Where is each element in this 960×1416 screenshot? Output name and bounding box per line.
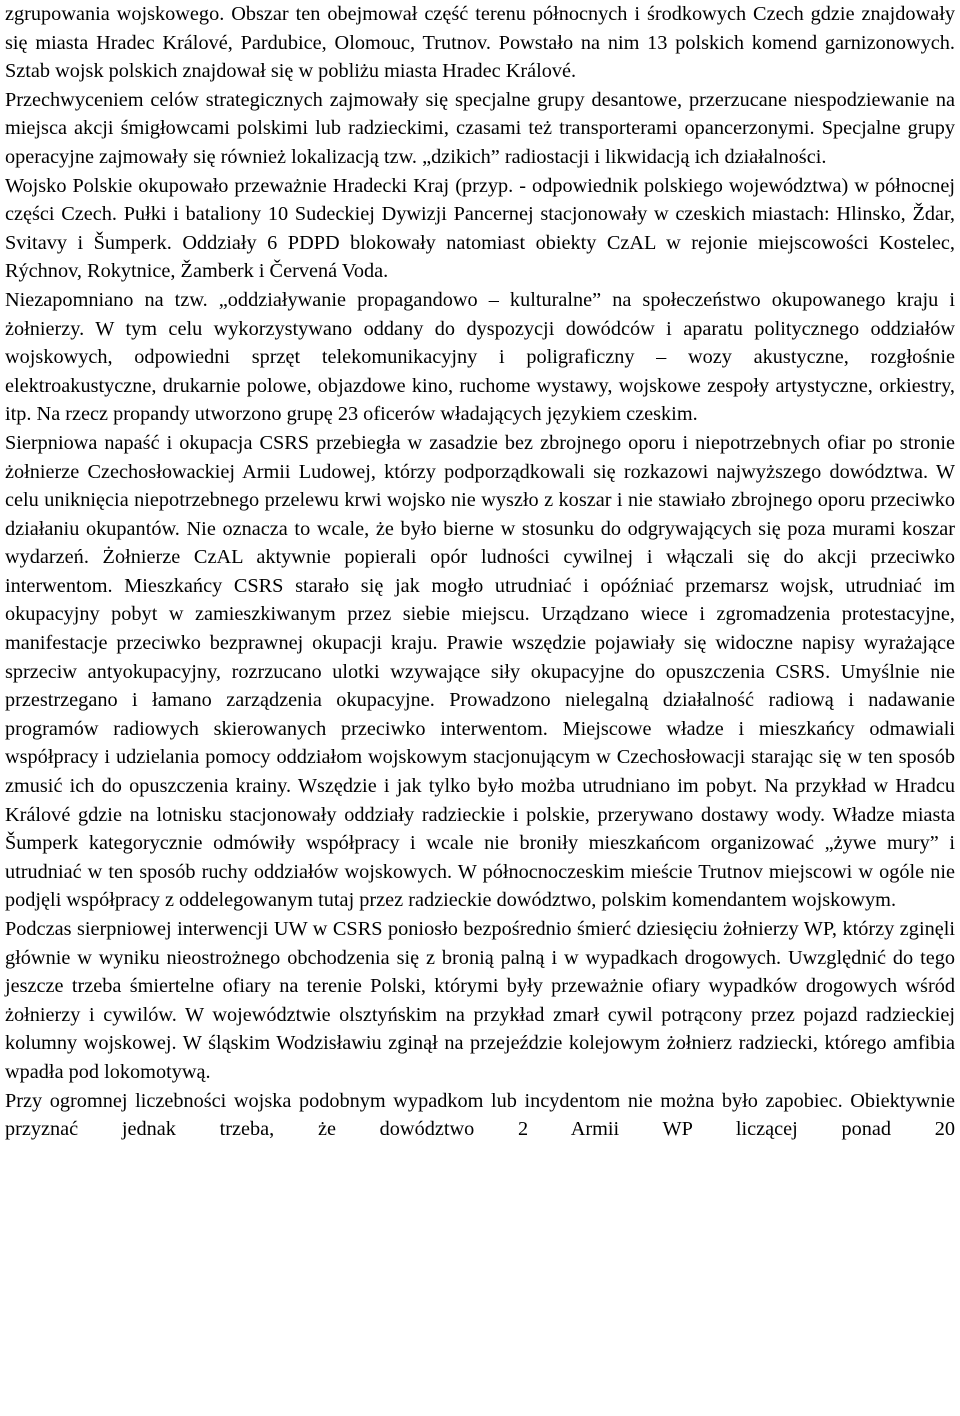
paragraph-army-size: Przy ogromnej liczebności wojska podobnym wypadkom lub incydentom nie można było zapobiec. Obiektywnie przyznać jednak trzeba, że dowództwo 2 Armii WP liczącej ponad 20 <box>5 1089 955 1141</box>
paragraph-civil-resistance: Sierpniowa napaść i okupacja CSRS przebiegła w zasadzie bez zbrojnego oporu i niepotrzebnych ofiar po stronie żołnierze Czechosłowackiej Armii Ludowej, którzy podporządkowali się rozkazowi najwyższego dowództwa. W celu uniknięcia niepotrzebnego przelewu krwi wojsko nie wyszło z koszar i nie stawiało zbrojnego oporu przeciwko działaniu okupantów. Nie oznacza to wcale, że było bierne w stosunku do odgrywających się poza murami koszar wydarzeń. Żołnierze CzAL aktywnie popierali opór ludności cywilnej i włączali się do akcji przeciwko interwentom. Mieszkańcy CSRS starało się jak mogło utrudniać i opóźniać przemarsz wojsk, utrudniać im okupacyjny pobyt w zamieszkiwanym przez siebie miejscu. Urządzano wiece i zgromadzenia protestacyjne, manifestacje przeciwko bezprawnej okupacji kraju. Prawie wszędzie pojawiały się widoczne napisy wyrażające sprzeciw antyokupacyjny, rozrzucano ulotki wzywające siły okupacyjne do opuszczenia CSRS. Umyślnie nie przestrzegano i łamano zarządzenia okupacyjne. Prowadzono nielegalną działalność radiową i nadawanie programów radiowych skierowanych przeciwko interwentom. Miejscowe władze i mieszkańcy odmawiali współpracy i udzielania pomocy oddziałom wojskowym stacjonującym w Czechosłowacji starając się w ten sposób zmusić ich do opuszczenia krainy. Wszędzie i jak tylko było możba utrudniano im pobyt. Na przykład w Hradcu Králové gdzie na lotnisku stacjonowały oddziały radzieckie i polskie, przerywano dostawy wody. Władze miasta Šumperk kategorycznie odmówiły współpracy i wcale nie broniły mieszkańcom organizować „żywe mury” i utrudniać w ten sposób ruchy oddziałów wojskowych. W północnoczeskim mieście Trutnov miejscowi w ogóle nie podjęli współpracy z oddelegowanym tutaj przez radzieckie dowództwo, polskim komendantem wojskowym. <box>5 431 955 912</box>
paragraph-occupied-region: Wojsko Polskie okupowało przeważnie Hradecki Kraj (przyp. - odpowiednik polskiego województwa) w północnej części Czech. Pułki i bataliony 10 Sudeckiej Dywizji Pancernej stacjonowały w czeskich miastach: Hlinsko, Ždar, Svitavy i Šumperk. Oddziały 6 PDPD blokowały natomiast obiekty CzAL w rejonie miejscowości Kostelec, Rýchnov, Rokytnice, Žamberk i Červená Voda. <box>5 174 955 283</box>
paragraph-special-groups: Przechwyceniem celów strategicznych zajmowały się specjalne grupy desantowe, przerzucane niespodziewanie na miejsca akcji śmigłowcami polskimi lub radzieckimi, czasami też transporterami opancerzonymi. Specjalne grupy operacyjne zajmowały się również lokalizacją tzw. „dzikich” radiostacji i likwidacją ich działalności. <box>5 88 955 168</box>
document-page <box>5 0 955 1144</box>
paragraph-garrison-area: zgrupowania wojskowego. Obszar ten obejmował część terenu północnych i środkowych Czech gdzie znajdowały się miasta Hradec Králové, Pardubice, Olomouc, Trutnov. Powstało na nim 13 polskich komend garnizonowych. Sztab wojsk polskich znajdował się w pobliżu miasta Hradec Králové. <box>5 3 955 83</box>
paragraph-casualties: Podczas sierpniowej interwencji UW w CSRS poniosło bezpośrednio śmierć dziesięciu żołnierzy WP, którzy zginęli głównie w wyniku nieostrożnego obchodzenia się z bronią palną i w wypadkach drogowych. Uwzględnić do tego jeszcze trzeba śmiertelne ofiary na terenie Polski, którymi były przeważnie ofiary wypadków drogowych wśród żołnierzy i cywilów. W województwie olsztyńskim na przykład zmarł cywil potrącony przez pojazd radzieckiej kolumny wojskowej. W śląskim Wodzisławiu zginął na przejeździe kolejowym żołnierz radziecki, którego amfibia wpadła pod lokomotywą. <box>5 918 955 1083</box>
paragraph-propaganda: Niezapomniano na tzw. „oddziaływanie propagandowo – kulturalne” na społeczeństwo okupowanego kraju i żołnierzy. W tym celu wykorzystywano oddany do dyspozycji dowódców i aparatu politycznego oddziałów wojskowych, odpowiedni sprzęt telekomunikacyjny i poligraficzny – wozy akustyczne, rozgłośnie elektroakustyczne, drukarnie polowe, objazdowe kino, ruchome wystawy, wojskowe zespoły artystyczne, orkiestry, itp. Na rzecz propandy utworzono grupę 23 oficerów władających językiem czeskim. <box>5 288 955 426</box>
